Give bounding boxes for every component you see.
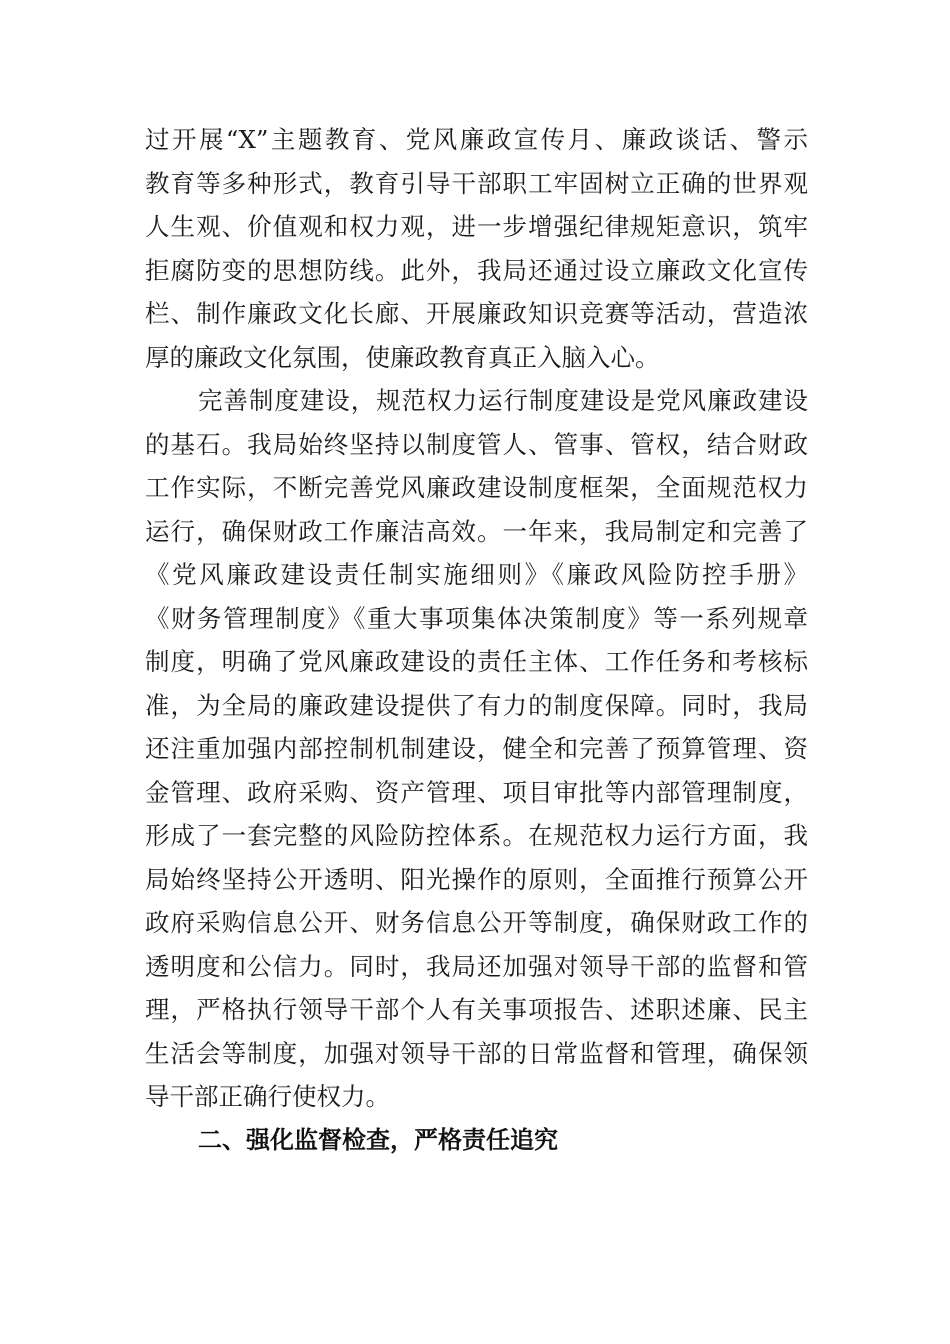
paragraph-education xyxy=(145,118,808,379)
text-line: 制度，明确了党风廉政建设的责任主体、工作任务和考核标 xyxy=(145,647,808,676)
text-line: 过开展“X”主题教育、党风廉政宣传月、廉政谈话、警示 xyxy=(145,125,808,154)
text-line: 完善制度建设，规范权力运行制度建设是党风廉政建设 xyxy=(198,386,808,415)
text-line: 准，为全局的廉政建设提供了有力的制度保障。同时，我局 xyxy=(145,690,808,720)
text-line: 政府采购信息公开、财务信息公开等制度，确保财政工作的 xyxy=(145,908,808,937)
text-line: 《财务管理制度》《重大事项集体决策制度》等一系列规章 xyxy=(145,603,808,633)
text-line: 还注重加强内部控制机制建设，健全和完善了预算管理、资 xyxy=(145,734,808,763)
text-line: 拒腐防变的思想防线。此外，我局还通过设立廉政文化宣传 xyxy=(145,255,808,285)
document-body xyxy=(145,118,808,1162)
text-line: 理，严格执行领导干部个人有关事项报告、述职述廉、民主 xyxy=(145,995,808,1024)
text-line: 导干部正确行使权力。 xyxy=(145,1082,390,1111)
text-line: 栏、制作廉政文化长廊、开展廉政知识竞赛等活动，营造浓 xyxy=(145,299,808,328)
text-line: 透明度和公信力。同时，我局还加强对领导干部的监督和管 xyxy=(145,951,808,981)
paragraph-system-building xyxy=(145,379,808,1119)
text-line: 形成了一套完整的风险防控体系。在规范权力运行方面，我 xyxy=(145,821,808,850)
text-line: 运行，确保财政工作廉洁高效。一年来，我局制定和完善了 xyxy=(145,516,808,546)
text-line: 的基石。我局始终坚持以制度管人、管事、管权，结合财政 xyxy=(145,429,808,459)
text-line: 金管理、政府采购、资产管理、项目审批等内部管理制度， xyxy=(145,777,808,807)
text-line: 厚的廉政文化氛围，使廉政教育真正入脑入心。 xyxy=(145,342,660,372)
text-line: 生活会等制度，加强对领导干部的日常监督和管理，确保领 xyxy=(145,1038,808,1068)
text-line: 人生观、价值观和权力观，进一步增强纪律规矩意识，筑牢 xyxy=(145,212,808,241)
text-line: 《党风廉政建设责任制实施细则》《廉政风险防控手册》 xyxy=(145,560,808,589)
text-line: 工作实际，不断完善党风廉政建设制度框架，全面规范权力 xyxy=(145,473,808,502)
text-line: 局始终坚持公开透明、阳光操作的原则，全面推行预算公开 xyxy=(145,864,808,894)
section-heading: 二、强化监督检查，严格责任追究 xyxy=(198,1125,558,1154)
text-line: 教育等多种形式，教育引导干部职工牢固树立正确的世界观 xyxy=(145,168,808,198)
